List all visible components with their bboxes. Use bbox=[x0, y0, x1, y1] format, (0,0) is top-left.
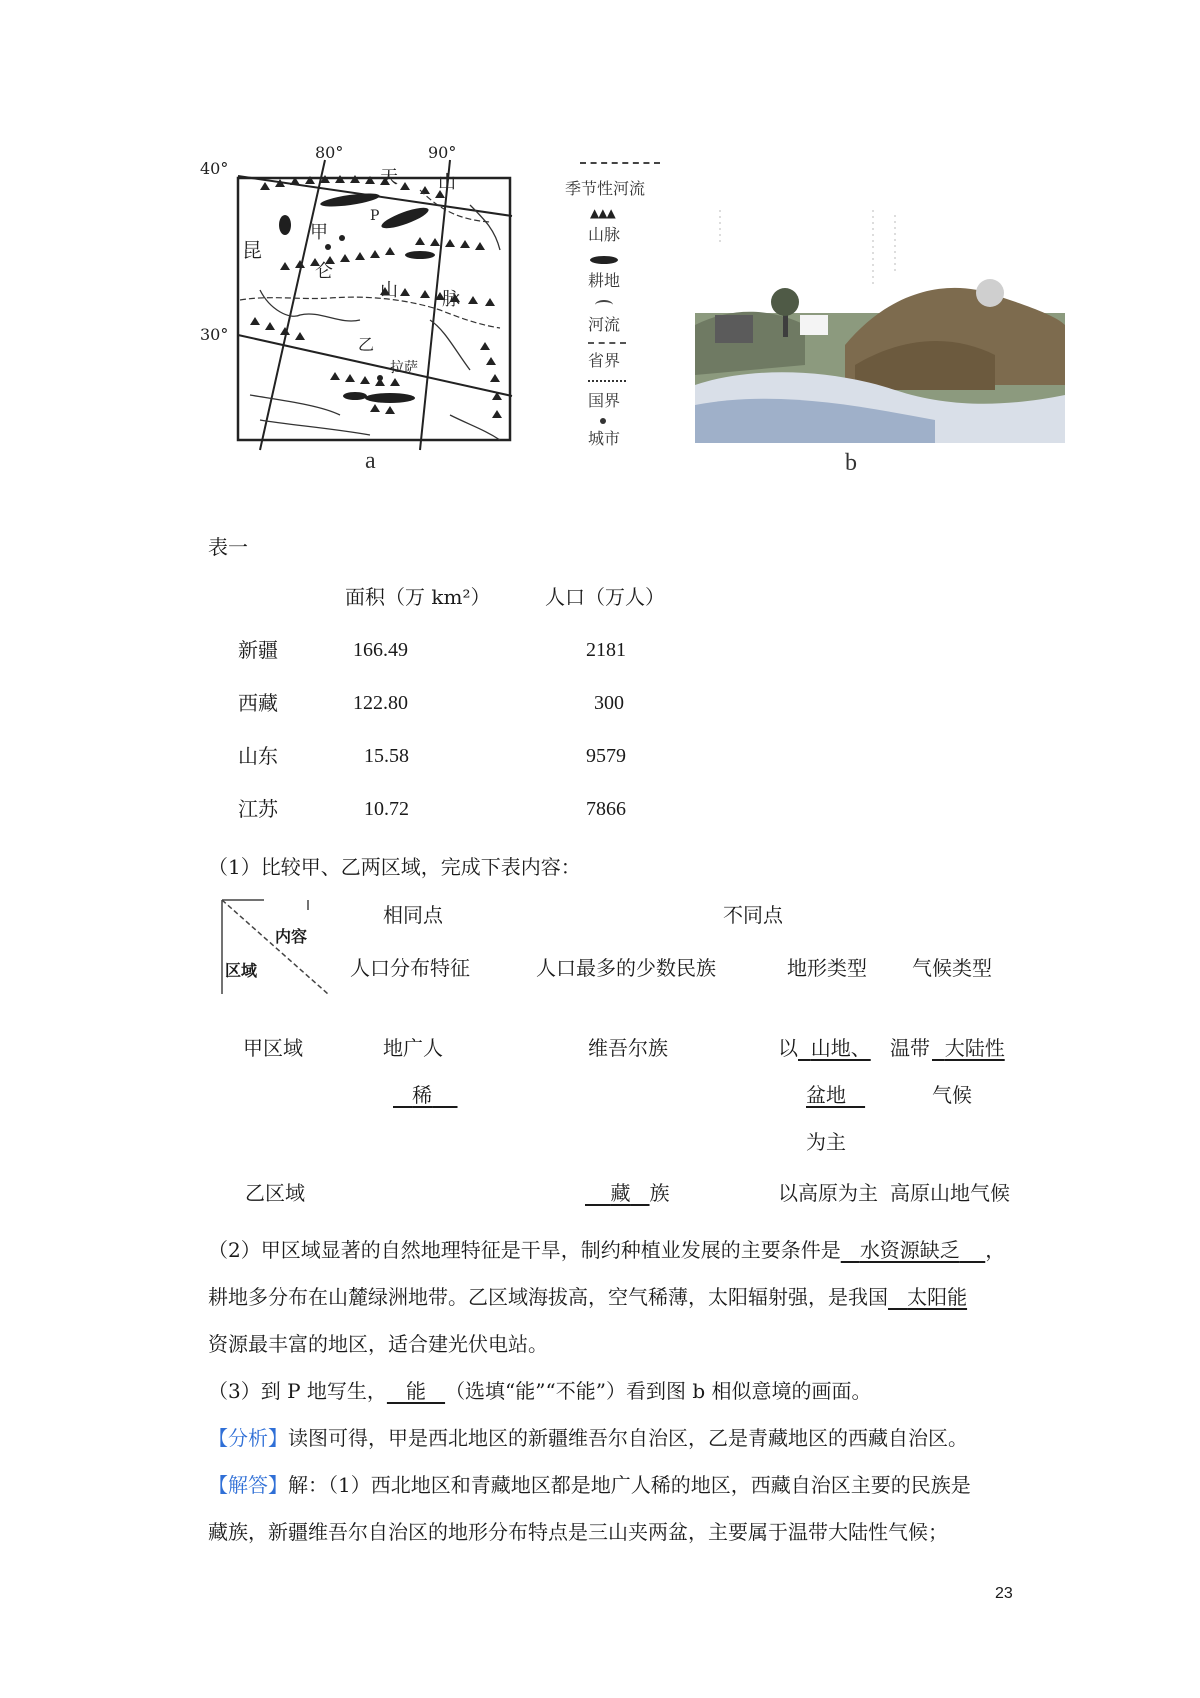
q1-col-pop: 人口分布特征 bbox=[350, 956, 470, 980]
q1-col-climate: 气候类型 bbox=[912, 956, 992, 980]
place-shan-1: 山 bbox=[438, 172, 456, 193]
q3-answer: 能 bbox=[405, 1379, 426, 1403]
lat-40-label: 40° bbox=[200, 159, 229, 178]
q1-jia-terrain-answer-1: 山地、 bbox=[810, 1036, 871, 1060]
photo-b bbox=[695, 205, 1065, 475]
q1-jia-climate-answer: 大陆性 bbox=[944, 1036, 1005, 1060]
q1-corner-bottom: 区域 bbox=[225, 961, 258, 980]
place-shan-2: 山 bbox=[380, 280, 398, 301]
place-kun: 昆 bbox=[242, 238, 262, 262]
q2-answer-2: 太阳能 bbox=[907, 1285, 968, 1309]
q1-row-yi: 乙区域 bbox=[245, 1181, 305, 1205]
q1-row-jia: 甲区域 bbox=[243, 1036, 303, 1060]
q1-diff-header: 不同点 bbox=[723, 903, 783, 927]
q1-yi-climate: 高原山地气候 bbox=[890, 1181, 1010, 1205]
q1-corner-cell bbox=[220, 898, 330, 996]
table1-row-area: 15.58 bbox=[364, 745, 409, 767]
q1-jia-pop-answer: 稀 bbox=[412, 1083, 433, 1107]
table1-row-name: 山东 bbox=[238, 744, 278, 768]
map-a bbox=[200, 143, 530, 474]
analysis-tag: 【分析】 bbox=[208, 1426, 288, 1450]
q1-jia-terrain-answer-2: 盆地 bbox=[806, 1083, 846, 1107]
analysis-line: 【分析】读图可得，甲是西北地区的新疆维吾尔自治区，乙是青藏地区的西藏自治区。 bbox=[208, 1426, 968, 1450]
table1-row-pop: 9579 bbox=[586, 745, 626, 767]
legend-cropland-symbol bbox=[590, 256, 618, 264]
lat-30-label: 30° bbox=[200, 325, 229, 344]
legend-seasonal-river-symbol bbox=[580, 162, 660, 172]
table1-row-name: 西藏 bbox=[238, 691, 278, 715]
table1-row-area: 122.80 bbox=[353, 692, 408, 714]
q1-corner-top: 内容 bbox=[275, 927, 308, 946]
q2-line1: （2）甲区域显著的自然地理特征是干旱，制约种植业发展的主要条件是 水资源缺乏 ， bbox=[208, 1238, 1006, 1262]
legend-city: 城市 bbox=[588, 429, 621, 448]
legend-seasonal-river: 季节性河流 bbox=[565, 179, 646, 198]
q1-jia-terrain-prefix: 以 bbox=[778, 1036, 798, 1060]
table1-title: 表一 bbox=[208, 535, 248, 559]
q1-col-ethnic: 人口最多的少数民族 bbox=[536, 956, 716, 980]
table1-row-name: 新疆 bbox=[238, 638, 278, 662]
legend-river: 河流 bbox=[588, 315, 621, 334]
place-tian: 天 bbox=[380, 167, 398, 188]
q1-col-terrain: 地形类型 bbox=[787, 956, 867, 980]
table1-header-pop: 人口（万人） bbox=[545, 585, 665, 609]
table1-row-pop: 7866 bbox=[586, 798, 626, 820]
q2-line2: 耕地多分布在山麓绿洲地带。乙区域海拔高，空气稀薄，太阳辐射强，是我国 太阳能 bbox=[208, 1285, 968, 1309]
place-lun: 仑 bbox=[315, 261, 333, 282]
map-legend bbox=[565, 162, 685, 462]
q2-answer-1: 水资源缺乏 bbox=[859, 1238, 960, 1262]
table1-row-name: 江苏 bbox=[238, 797, 278, 821]
place-P: P bbox=[370, 208, 380, 224]
legend-national-border: 国界 bbox=[588, 391, 621, 410]
q1-yi-ethnic: 藏 族 bbox=[610, 1181, 670, 1205]
q2-line3: 资源最丰富的地区，适合建光伏电站。 bbox=[208, 1332, 548, 1356]
q3-line: （3）到 P 地写生， 能 （选填“能”“不能”）看到图 b 相似意境的画面。 bbox=[208, 1379, 872, 1403]
legend-national-border-symbol bbox=[588, 380, 626, 382]
q1-jia-terrain-suffix: 为主 bbox=[806, 1130, 846, 1154]
legend-river-symbol bbox=[595, 300, 613, 310]
place-lasa: 拉萨 bbox=[390, 360, 418, 376]
lon-80-label: 80° bbox=[315, 143, 344, 162]
place-jia: 甲 bbox=[310, 222, 328, 243]
solution-line1: 【解答】解：（1）西北地区和青藏地区都是地广人稀的地区，西藏自治区主要的民族是 bbox=[208, 1473, 971, 1497]
table1-row-pop: 2181 bbox=[586, 639, 626, 661]
lon-90-label: 90° bbox=[428, 143, 457, 162]
legend-city-symbol bbox=[600, 418, 606, 424]
caption-a: a bbox=[365, 448, 376, 474]
q1-prompt: （1）比较甲、乙两区域，完成下表内容： bbox=[208, 855, 581, 879]
q1-jia-ethnic: 维吾尔族 bbox=[588, 1036, 668, 1060]
table1-header-area: 面积（万 km²） bbox=[345, 585, 491, 609]
legend-cropland: 耕地 bbox=[588, 271, 621, 290]
table1-row-pop: 300 bbox=[594, 692, 624, 714]
caption-b: b bbox=[845, 450, 857, 476]
place-mai: 脉 bbox=[442, 289, 460, 310]
solution-tag: 【解答】 bbox=[208, 1473, 288, 1497]
legend-mountain-symbol: ▲▲▲ bbox=[590, 206, 615, 220]
q1-jia-climate-prefix: 温带 bbox=[890, 1036, 930, 1060]
place-yi: 乙 bbox=[358, 335, 375, 354]
legend-province-border: 省界 bbox=[588, 351, 621, 370]
q1-yi-terrain: 以高原为主 bbox=[778, 1181, 878, 1205]
q1-jia-climate-suffix: 气候 bbox=[932, 1083, 972, 1107]
q1-jia-pop-line1: 地广人 bbox=[383, 1036, 443, 1060]
table1-row-area: 10.72 bbox=[364, 798, 409, 820]
page-number: 23 bbox=[995, 1585, 1013, 1602]
legend-mountain: 山脉 bbox=[588, 225, 621, 244]
q1-same-header: 相同点 bbox=[383, 903, 443, 927]
table1-row-area: 166.49 bbox=[353, 639, 408, 661]
legend-province-border-symbol bbox=[588, 342, 626, 344]
solution-line2: 藏族，新疆维吾尔自治区的地形分布特点是三山夹两盆，主要属于温带大陆性气候； bbox=[208, 1520, 948, 1544]
